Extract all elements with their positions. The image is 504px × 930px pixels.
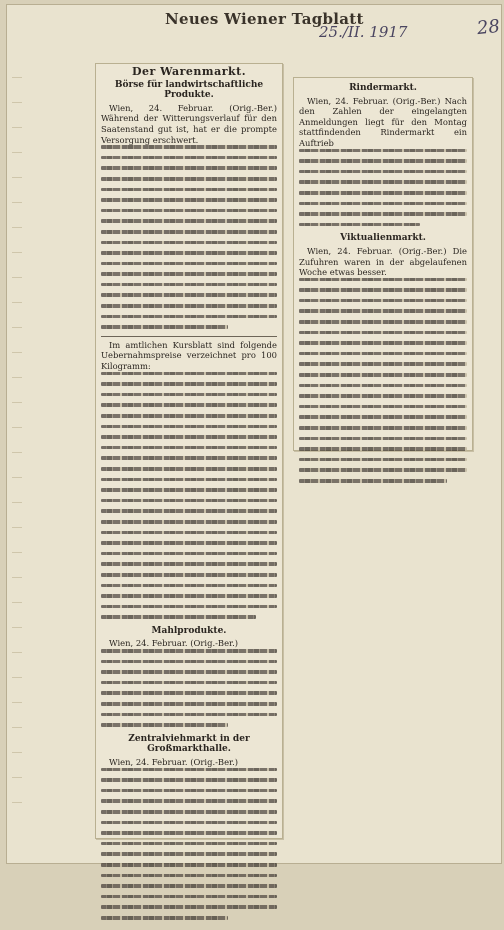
column-divider bbox=[101, 336, 277, 337]
central-body-lines bbox=[101, 768, 277, 920]
rindermarkt-lead bbox=[299, 96, 467, 149]
price-list-lines bbox=[101, 372, 277, 619]
viktualien-body-lines bbox=[299, 278, 467, 483]
newspaper-masthead: Neues Wiener Tagblatt bbox=[165, 10, 364, 28]
article-lead bbox=[101, 103, 277, 145]
handwritten-page-number: 28 bbox=[475, 15, 501, 40]
section-heading-viktualienmarkt: Viktualienmarkt. bbox=[340, 233, 426, 244]
article-lead-text: Während der Witterungsverlauf für den Saatenstand gut ist, hat er die prompte Versorgung erschwert. bbox=[101, 113, 277, 145]
mahl-body-lines bbox=[101, 649, 277, 727]
kursblatt-intro: Im amtlichen Kursblatt sind folgende Uebernahmspreise verzeichnet pro 100 Kilogramm: bbox=[101, 339, 277, 372]
archive-sheet bbox=[6, 4, 502, 864]
rindermarkt-lead-text: Nach den Zahlen der eingelangten Anmeldungen liegt für den Montag stattfindenden Rindermarkt ein Auftrieb bbox=[299, 95, 467, 148]
right-newspaper-clipping bbox=[293, 77, 473, 451]
section-heading-zentralviehmarkt: Zentralviehmarkt in der Großmarkthalle. bbox=[128, 733, 250, 755]
mahl-dateline: Wien, 24. Februar. (Orig.-Ber.) bbox=[109, 638, 239, 649]
viktualien-lead-text: Die Zufuhren waren in der abgelaufenen Woche etwas besser. bbox=[299, 245, 467, 278]
viktualien-lead bbox=[299, 246, 467, 278]
viktualien-dateline: Wien, 24. Februar. (Orig.-Ber.) bbox=[307, 245, 447, 256]
clipping-heading-rindermarkt: Rindermarkt. bbox=[349, 83, 417, 93]
left-newspaper-clipping bbox=[95, 63, 283, 839]
article-body-lines-1 bbox=[101, 145, 277, 329]
rindermarkt-body-lines bbox=[299, 149, 467, 227]
clipping-heading-warenmarkt: Der Warenmarkt. bbox=[131, 65, 247, 78]
section-heading-mahlprodukte: Mahlprodukte. bbox=[151, 625, 227, 636]
rindermarkt-dateline: Wien, 24. Februar. (Orig.-Ber.) bbox=[307, 95, 441, 106]
sheet-edge-texture bbox=[12, 53, 22, 813]
handwritten-date: 25./II. 1917 bbox=[319, 23, 408, 41]
article-dateline: Wien, 24. Februar. (Orig.-Ber.) bbox=[109, 102, 277, 113]
clipping-subheading-boerse: Börse für landwirtschaftliche Produkte. bbox=[114, 79, 264, 101]
central-dateline: Wien, 24. Februar. (Orig.-Ber.) bbox=[109, 757, 239, 767]
